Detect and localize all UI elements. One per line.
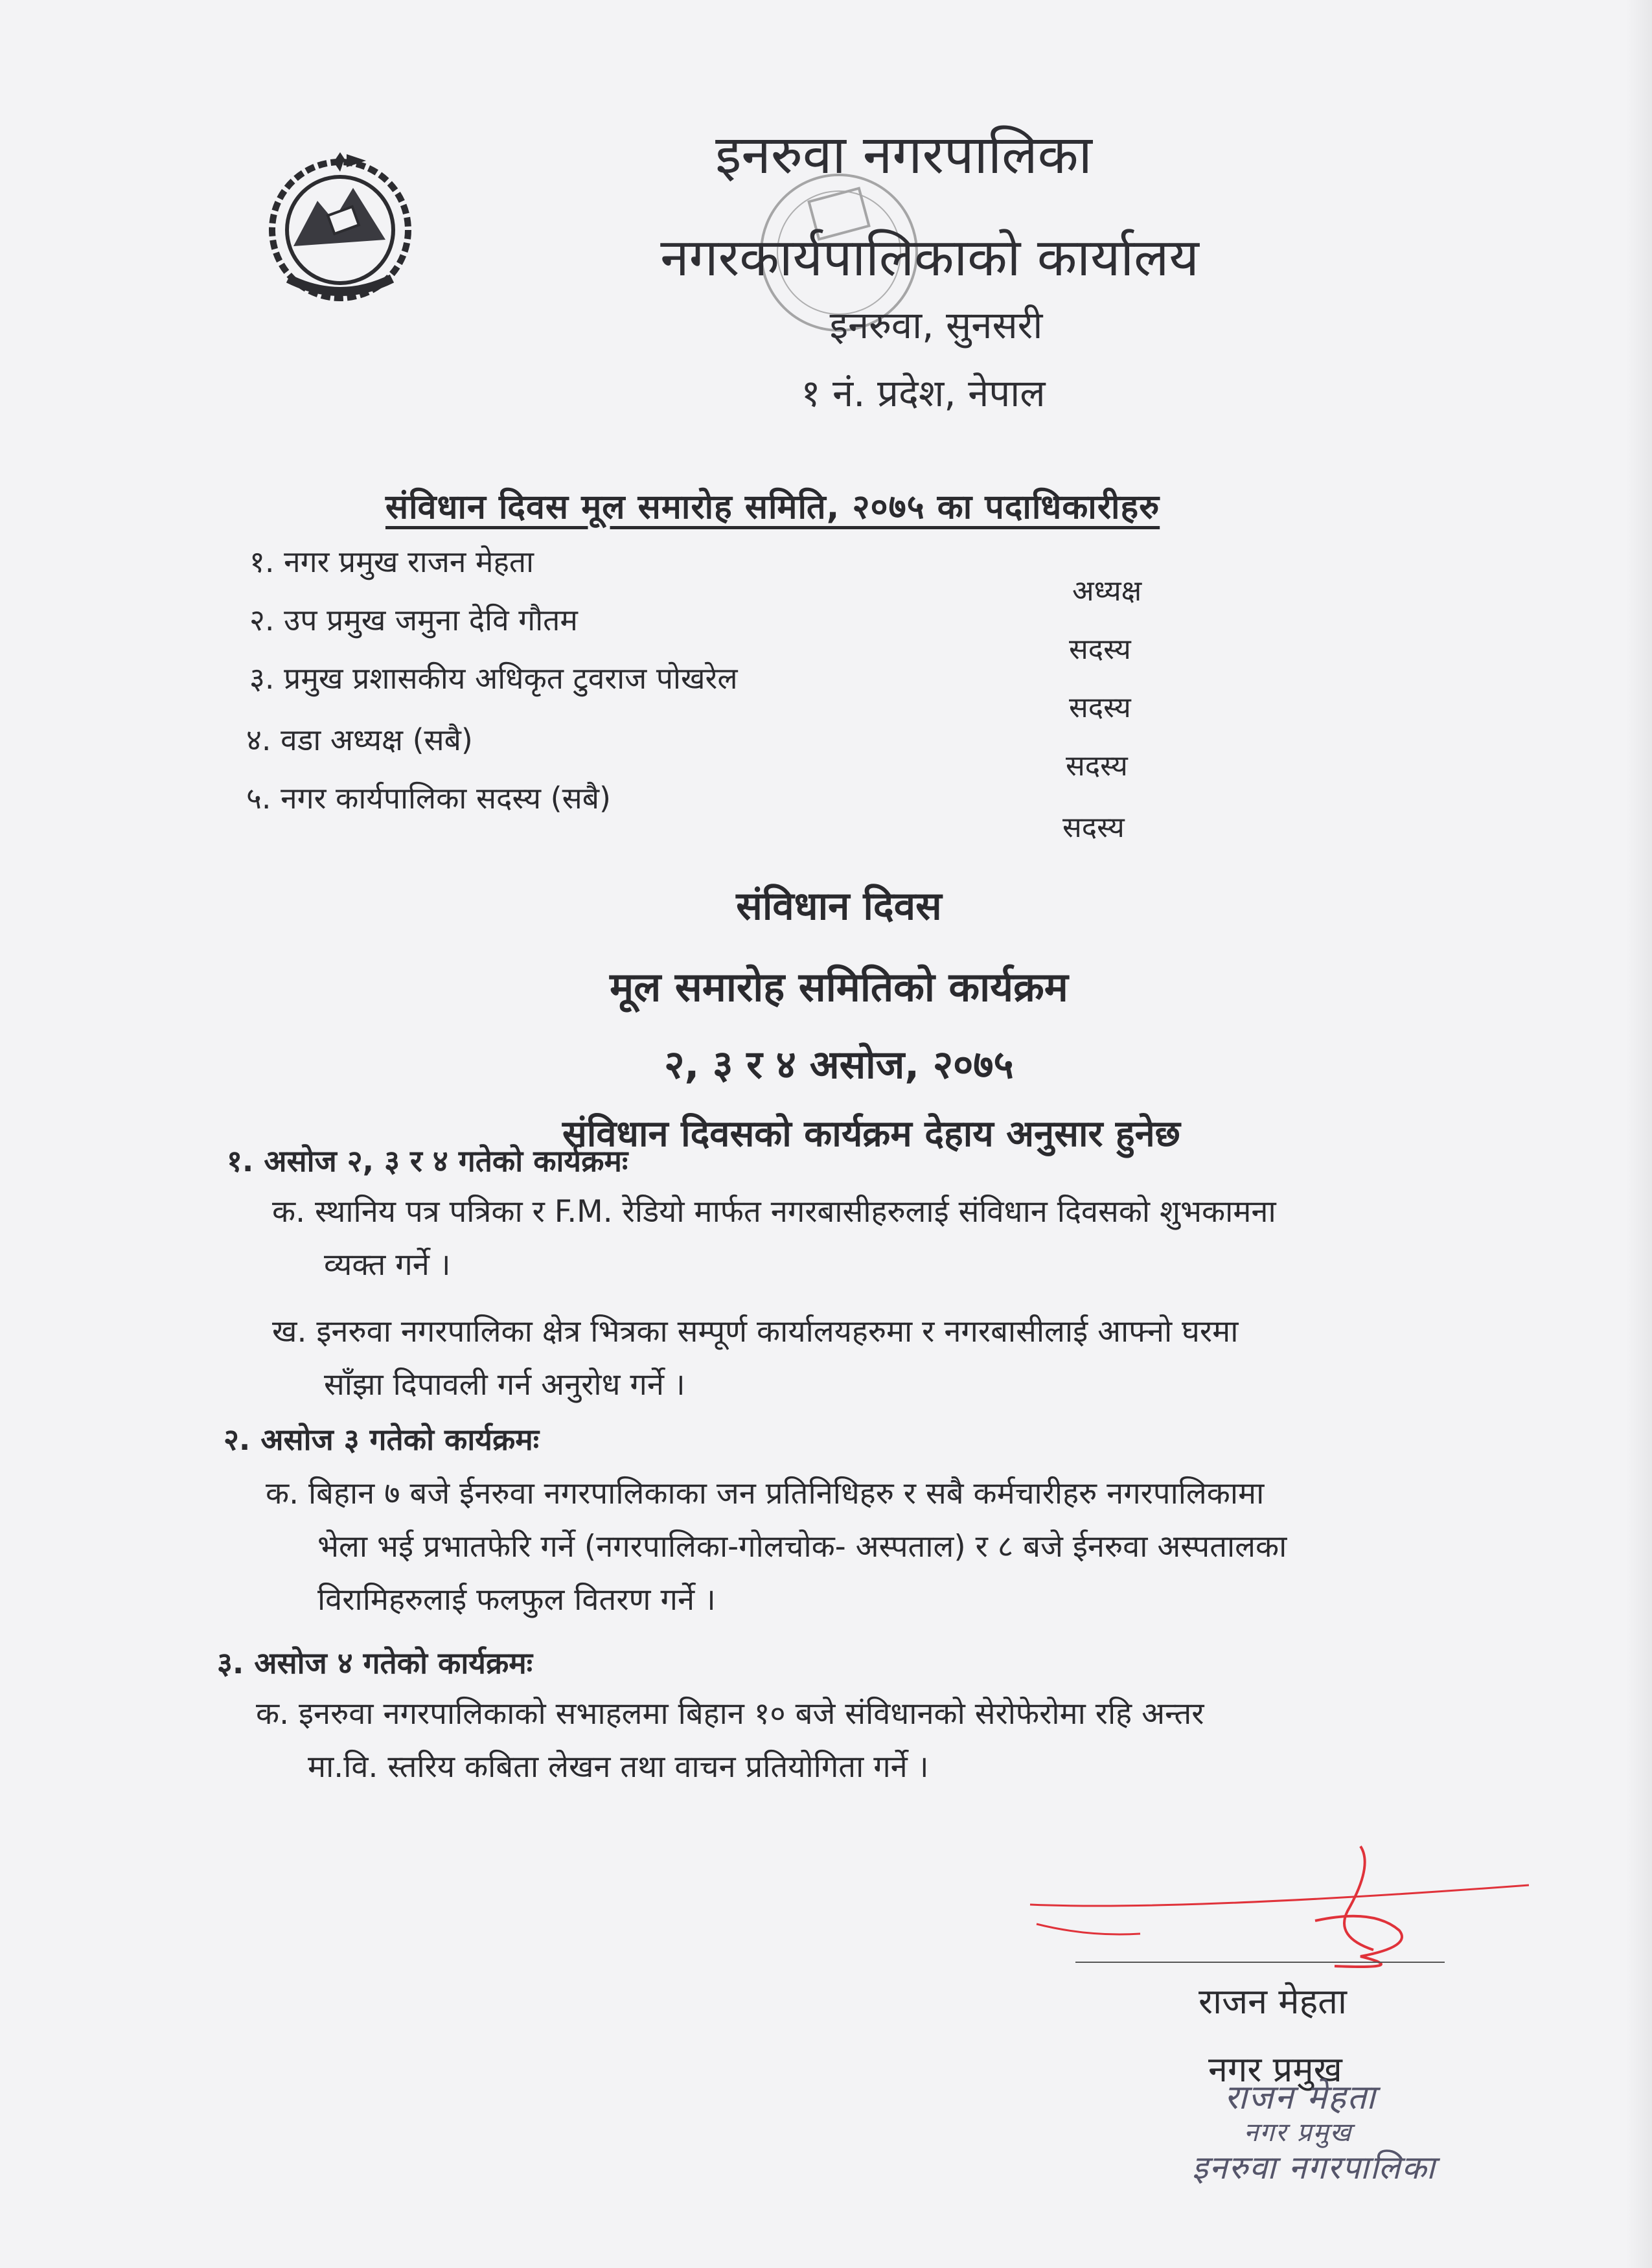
member-role: सदस्य	[1069, 691, 1131, 724]
item-line: ख. इनरुवा नगरपालिका क्षेत्र भित्रका सम्पूर्ण कार्यालयहरुमा र नगरबासीलाई आफ्नो घरमा	[272, 1314, 1239, 1349]
committee-member: २. उप प्रमुख जमुना देवि गौतम	[249, 602, 578, 637]
committee-member: ५. नगर कार्यपालिका सदस्य (सबै)	[246, 781, 611, 816]
office-name: इनरुवा नगरपालिका	[715, 124, 1092, 186]
committee-member: १. नगर प्रमुख राजन मेहता	[249, 544, 534, 579]
signature-line	[1075, 1962, 1445, 1963]
office-province: १ नं. प्रदेश, नेपाल	[801, 371, 1046, 415]
item-line: मा.वि. स्तरिय कबिता लेखन तथा वाचन प्रतियोगिता गर्ने ।	[308, 1749, 929, 1785]
program-dates: २, ३ र ४ असोज, २०७५	[664, 1042, 1014, 1088]
committee-member: ४. वडा अध्यक्ष (सबै)	[246, 722, 473, 757]
program-subtitle: मूल समारोह समितिको कार्यक्रम	[610, 963, 1068, 1011]
office-subtitle: नगरकार्यपालिकाको कार्यालय	[660, 227, 1199, 288]
item-line: विरामिहरुलाई फलफुल वितरण गर्ने ।	[317, 1582, 716, 1618]
signer-name: राजन मेहता	[1199, 1981, 1348, 2022]
member-role: अध्यक्ष	[1072, 575, 1142, 608]
item-line: क. बिहान ७ बजे ईनरुवा नगरपालिकाका जन प्रतिनिधिहरु र सबै कर्मचारीहरु नगरपालिकामा	[266, 1476, 1265, 1511]
item-line: साँझा दिपावली गर्न अनुरोध गर्ने ।	[324, 1367, 685, 1403]
item-line: भेला भई प्रभातफेरि गर्ने (नगरपालिका-गोलचोक- अस्पताल) र ८ बजे ईनरुवा अस्पतालका	[317, 1529, 1287, 1564]
item-line: व्यक्त गर्ने ।	[324, 1247, 451, 1283]
item-line: क. इनरुवा नगरपालिकाको सभाहलमा बिहान १० बजे संविधानको सेरोफेरोमा रहि अन्तर	[256, 1696, 1204, 1732]
member-role: सदस्य	[1069, 633, 1131, 666]
member-role: सदस्य	[1062, 811, 1125, 844]
member-role: सदस्य	[1066, 750, 1128, 783]
stamp-name: राजन मेहता	[1224, 2078, 1377, 2117]
program-item	[266, 1467, 1287, 1627]
section-heading: १. असोज २, ३ र ४ गतेको कार्यक्रमः	[227, 1143, 628, 1178]
signer-title: नगर प्रमुख	[1208, 2049, 1342, 2090]
program-item	[272, 1186, 1276, 1292]
section-heading: २. असोज ३ गतेको कार्यक्रमः	[224, 1422, 540, 1457]
stamp-org: इनरुवा नगरपालिका	[1192, 2149, 1436, 2186]
program-item	[272, 1305, 1238, 1412]
program-intro: संविधान दिवसको कार्यक्रम देहाय अनुसार हुनेछ	[562, 1113, 1180, 1155]
stamp-title: नगर प्रमुख	[1244, 2118, 1353, 2148]
item-line: क. स्थानिय पत्र पत्रिका र F.M. रेडियो मार्फत नगरबासीहरुलाई संविधान दिवसको शुभकामना	[272, 1194, 1276, 1230]
committee-title: संविधान दिवस मूल समारोह समिति, २०७५ का पदाधिकारीहरु	[385, 488, 1160, 527]
section-heading: ३. असोज ४ गतेको कार्यक्रमः	[217, 1645, 533, 1680]
committee-member: ३. प्रमुख प्रशासकीय अधिकृत टुवराज पोखरेल	[249, 661, 738, 696]
program-title: संविधान दिवस	[736, 884, 942, 929]
program-item	[256, 1688, 1204, 1794]
office-address: इनरुवा, सुनसरी	[829, 303, 1043, 347]
